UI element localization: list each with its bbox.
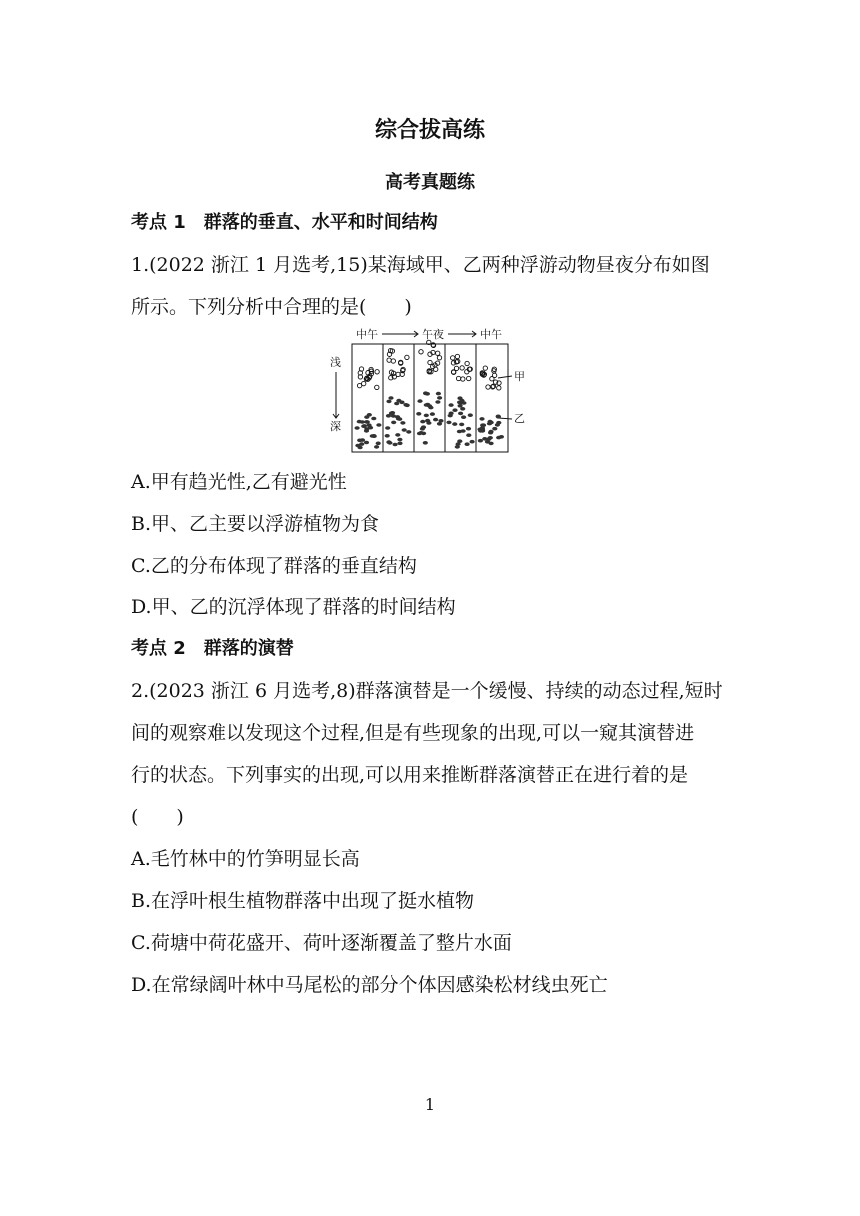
species-b-dot [457, 430, 462, 434]
species-b-dot [496, 436, 501, 440]
species-a-dot [362, 381, 366, 385]
species-a-dot [490, 377, 494, 381]
species-b-dot [479, 417, 484, 421]
species-b-dot [488, 431, 493, 435]
species-b-dot [395, 433, 400, 437]
species-b-dot [449, 403, 454, 407]
species-b-dot [430, 412, 435, 416]
species-b-dot [455, 445, 460, 449]
species-a-dot [460, 366, 464, 370]
figure-label-deep: 深 [330, 420, 341, 433]
page-subtitle: 高考真题练 [385, 172, 475, 193]
species-b-dot [446, 421, 451, 425]
question-2-option-d: D.在常绿阔叶林中马尾松的部分个体因感染松材线虫死亡 [131, 974, 608, 996]
species-a-dot [391, 359, 395, 363]
species-b-dot [461, 401, 466, 405]
species-a-dot [455, 354, 459, 358]
species-b-dot [487, 422, 492, 426]
species-b-dot [482, 437, 487, 441]
species-b-dot [371, 417, 376, 421]
species-b-dot [437, 422, 442, 426]
species-a-dot [486, 385, 490, 389]
question-2-line-4: ( ) [131, 806, 184, 828]
species-b-dot [391, 421, 396, 425]
species-b-dot [459, 423, 464, 427]
species-b-dot [376, 423, 381, 427]
species-b-dot [388, 396, 393, 400]
species-b-dot [416, 412, 421, 416]
species-b-dot [425, 392, 430, 396]
species-b-dot [465, 442, 470, 446]
species-b-dot [397, 417, 402, 421]
species-a-dot [461, 377, 465, 381]
species-a-dot [387, 358, 391, 362]
species-b-dot [426, 421, 431, 425]
species-a-dot [428, 360, 432, 364]
page-title: 综合拔高练 [374, 118, 485, 143]
figure-label-midnight: 午夜 [422, 328, 444, 341]
species-b-dot [433, 418, 438, 422]
species-b-dot [397, 442, 402, 446]
question-1-option-c: C.乙的分布体现了群落的垂直结构 [131, 555, 417, 577]
species-a-dot [375, 385, 379, 389]
species-b-dot [423, 441, 428, 445]
species-b-dot [387, 441, 392, 445]
species-b-dot [460, 407, 465, 411]
section-heading-2: 考点 2 群落的演替 [131, 638, 294, 659]
species-b-dot [457, 396, 462, 400]
species-b-dot [478, 429, 483, 433]
species-b-dot [359, 442, 364, 446]
question-2-line-2: 间的观察难以发现这个过程,但是有些现象的出现,可以一窥其演替进 [131, 722, 695, 744]
species-b-dot [428, 406, 433, 410]
species-b-dot [461, 415, 466, 419]
species-b-dot [394, 402, 399, 406]
species-b-dot [389, 411, 394, 415]
species-a-dot [375, 370, 379, 374]
page-number: 1 [424, 1095, 436, 1114]
question-2-line-3: 行的状态。下列事实的出现,可以用来推断群落演替正在进行着的是 [131, 764, 689, 786]
species-b-dot [420, 420, 425, 424]
species-b-dot [478, 439, 483, 443]
species-b-dot [458, 412, 463, 416]
species-b-dot [435, 400, 440, 404]
species-b-dot [457, 439, 462, 443]
species-b-dot [424, 414, 429, 418]
species-a-dot [437, 356, 441, 360]
species-b-dots [355, 391, 505, 449]
question-2-line-1: 2.(2023 浙江 6 月选考,8)群落演替是一个缓慢、持续的动态过程,短时 [131, 680, 723, 702]
question-1-line-2: 所示。下列分析中合理的是( ) [131, 296, 412, 318]
species-b-dot [424, 403, 429, 407]
figure-label-species-b: 乙 [514, 412, 525, 425]
species-b-dot [360, 420, 365, 424]
species-b-dot [393, 443, 398, 447]
section-heading-1: 考点 1 群落的垂直、水平和时间结构 [131, 212, 438, 233]
question-1-option-b: B.甲、乙主要以浮游植物为食 [131, 513, 380, 535]
species-a-dot [405, 355, 409, 359]
species-b-dot [452, 422, 457, 426]
species-b-dot [371, 434, 376, 438]
species-b-dot [417, 399, 422, 403]
species-b-dot [399, 401, 404, 405]
species-b-dot [496, 415, 501, 419]
species-b-dot [449, 412, 454, 416]
species-a-dot [467, 376, 471, 380]
species-b-dot [489, 442, 494, 446]
species-b-dot [402, 428, 407, 432]
question-2-option-a: A.毛竹林中的竹笋明显长高 [131, 848, 360, 870]
species-b-dot [403, 403, 408, 407]
figure-label-species-a: 甲 [514, 370, 525, 383]
species-b-dot [385, 434, 390, 438]
species-b-dot [466, 427, 471, 431]
species-b-dot [385, 426, 390, 430]
species-b-dot [367, 413, 372, 417]
species-a-dot [419, 350, 423, 354]
figure-label-shallow: 浅 [330, 356, 341, 369]
question-2-option-b: B.在浮叶根生植物群落中出现了挺水植物 [131, 890, 475, 912]
question-1-option-a: A.甲有趋光性,乙有避光性 [131, 471, 347, 493]
figure-label-noon-2: 中午 [480, 328, 502, 341]
species-b-dot [419, 431, 424, 435]
species-b-dot [386, 400, 391, 404]
question-2-option-c: C.荷塘中荷花盛开、荷叶逐渐覆盖了整片水面 [131, 932, 512, 954]
species-b-dot [468, 413, 473, 417]
species-b-dot [421, 425, 426, 429]
species-b-dot [437, 396, 442, 400]
question-1-option-d: D.甲、乙的沉浮体现了群落的时间结构 [131, 596, 456, 618]
figure-label-noon-1: 中午 [356, 328, 378, 341]
species-b-dot [495, 423, 500, 427]
species-b-dot [376, 442, 381, 446]
species-b-dot [361, 424, 366, 428]
species-b-dot [374, 445, 379, 449]
species-a-dot [465, 361, 469, 365]
species-b-dot [436, 392, 441, 396]
species-b-dot [466, 433, 471, 437]
species-b-dot [360, 438, 365, 442]
species-b-dot [406, 430, 411, 434]
species-b-dot [355, 426, 360, 430]
species-b-dot [470, 440, 475, 444]
species-a-dots [357, 340, 501, 390]
species-a-dot [436, 351, 440, 355]
species-a-dot [451, 356, 455, 360]
species-b-dot [492, 427, 497, 431]
species-b-dot [400, 421, 405, 425]
species-a-dot [497, 386, 501, 390]
question-1-line-1: 1.(2022 浙江 1 月选考,15)某海域甲、乙两种浮游动物昼夜分布如图 [131, 254, 710, 276]
species-a-dot [456, 376, 460, 380]
species-a-dot [483, 366, 487, 370]
plankton-distribution-figure [328, 326, 532, 454]
species-b-dot [458, 404, 463, 408]
species-b-dot [365, 420, 370, 424]
species-b-dot [488, 436, 493, 440]
species-b-dot [364, 441, 369, 445]
species-b-dot [397, 438, 402, 442]
species-b-dot [452, 408, 457, 412]
